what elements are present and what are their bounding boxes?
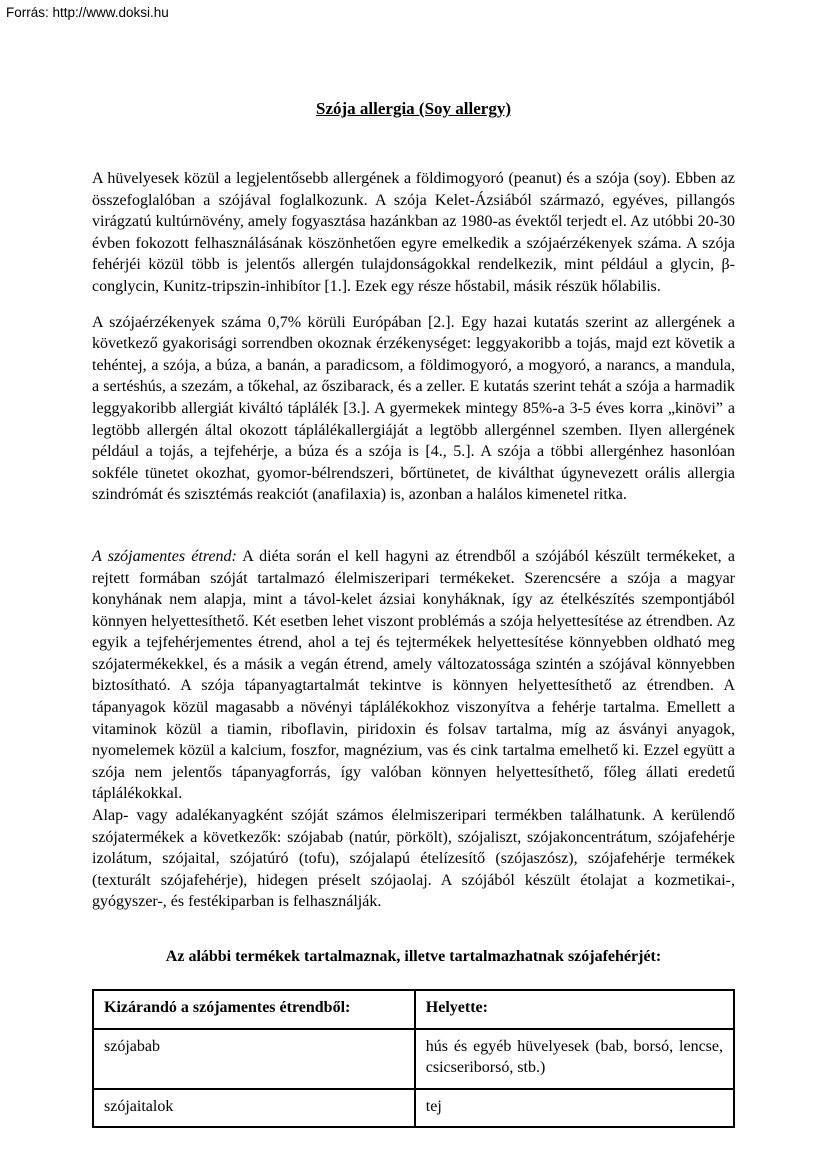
- paragraph-soy-free-diet-text: A diéta során el kell hagyni az étrendből a szójából készült termékeket, a rejtett formában szóját tartalmazó élelmiszeripari termékeket. Szerencsére a szója a magyar konyhának nem alapja, mint a távol-kelet ázsiai konyháknak, így az ételkészítés szempontjából könnyen helyettesíthető. Két esetben lehet viszont problémás a szója helyettesítése az étrendben. Az egyik a tejfehérjementes étrend, ahol a tej és tejtermékek helyettesítése könnyebben oldható meg szójatermékekkel, és a másik a vegán étrend, amely változatossága szintén a szójával könnyebben biztosítható. A szója tápanyagtartalmát tekintve is könnyen helyettesíthető az étrendben. A tápanyagok közül magasabb a növényi táplálékokhoz viszonyítva a fehérje tartalma. Emellett a vitaminok közül a tiamin, riboflavin, piridoxin és folsav tartalma, míg az ásványi anyagok, nyomelemek közül a kalcium, foszfor, magnézium, vas és cink tartalma emelhető ki. Ezzel együtt a szója nem jelentős tápanyagforrás, így valóban könnyen helyettesíthető, főleg állati eredetű táplálékokkal.: [92, 547, 736, 803]
- paragraph-soy-products: Alap- vagy adalékanyagként szóját számos élelmiszeripari termékben találhatunk. A kerülendő szójatermékek a következők: szójabab (natúr, pörkölt), szójaliszt, szójakoncentrátum, szójafehérje izolátum, szójaital, szójatúró (tofu), szójalapú ételízesítő (szójaszósz), szójafehérje termékek (texturált szójafehérje), hidegen préselt szójaolaj. A szójából készült étolajat a kozmetikai-, gyógyszer-, és festékiparban is felhasználják.: [92, 807, 735, 911]
- document-content: [92, 0, 735, 1128]
- cell-replacement-item: tej: [415, 1089, 734, 1128]
- table-header-row: [93, 990, 734, 1029]
- source-url-line: Forrás: http://www.doksi.hu: [6, 5, 169, 20]
- paragraph-intro: A hüvelyesek közül a legjelentősebb allergének a földimogyoró (peanut) és a szója (soy). Ebben az összefoglalóban a szójával foglalkozunk. A szója Kelet-Ázsiából származó, egyéves, pillangós virágzatú kultúrnövény, amely fogyasztása hazánkban az 1980-as évektől terjedt el. Az utóbbi 20-30 évben fokozott felhasználásának köszönhetően egyre emelkedik a szójaérzékenyek száma. A szója fehérjéi közül több is jelentős allergén tulajdonságokkal rendelkezik, mint például a glycin, β-conglycin, Kunitz-tripszin-inhibítor [1.]. Ezek egy része hőstabil, másik részük hőlabilis.: [92, 170, 735, 295]
- cell-excluded-item: szójabab: [93, 1029, 415, 1089]
- paragraph-prevalence: A szójaérzékenyek száma 0,7% körüli Európában [2.]. Egy hazai kutatás szerint az allergének a következő gyakorisági sorrendben okoznak érzékenységet: leggyakoribb a tojás, majd ezt követik a tehéntej, a szója, a búza, a banán, a paradicsom, a földimogyoró, a mogyoró, a narancs, a mandula, a sertéshús, a szezám, a tőkehal, az őszibarack, és a zeller. E kutatás szerint tehát a szója a harmadik leggyakoribb allergiát kiváltó táplálék [3.]. A gyermekek mintegy 85%-a 3-5 éves korra „kinövi” a legtöbb allergén által okozott táplálékallergiáját a legtöbb allergénnel szemben. Ilyen allergének például a tojás, a tejfehérje, a búza és a szója is [4., 5.]. A szója a többi allergénhez hasonlóan sokféle tünetet okozhat, gyomor-bélrendszeri, bőrtünetet, de kiválthat úgynevezett orális allergia szindrómát és szisztémás reakciót (anafilaxia) is, azonban a halálos kimenetel ritka.: [92, 313, 735, 504]
- paragraph-soy-free-diet: [92, 546, 735, 805]
- cell-excluded-item: szójaitalok: [93, 1089, 415, 1128]
- table-heading: Az alábbi termékek tartalmaznak, illetve tartalmazhatnak szójafehérjét:: [165, 948, 662, 965]
- column-header-exclude: Kizárandó a szójamentes étrendből:: [93, 990, 415, 1029]
- soy-products-table: [92, 989, 735, 1128]
- page-title: Szója allergia (Soy allergy): [316, 99, 511, 118]
- column-header-instead: Helyette:: [415, 990, 734, 1029]
- table-row: [93, 1089, 734, 1128]
- paragraph-lead-italic: A szójamentes étrend:: [92, 547, 237, 565]
- table-row: [93, 1029, 734, 1089]
- cell-replacement-item: hús és egyéb hüvelyesek (bab, borsó, lencse, csicseriborsó, stb.): [415, 1029, 734, 1089]
